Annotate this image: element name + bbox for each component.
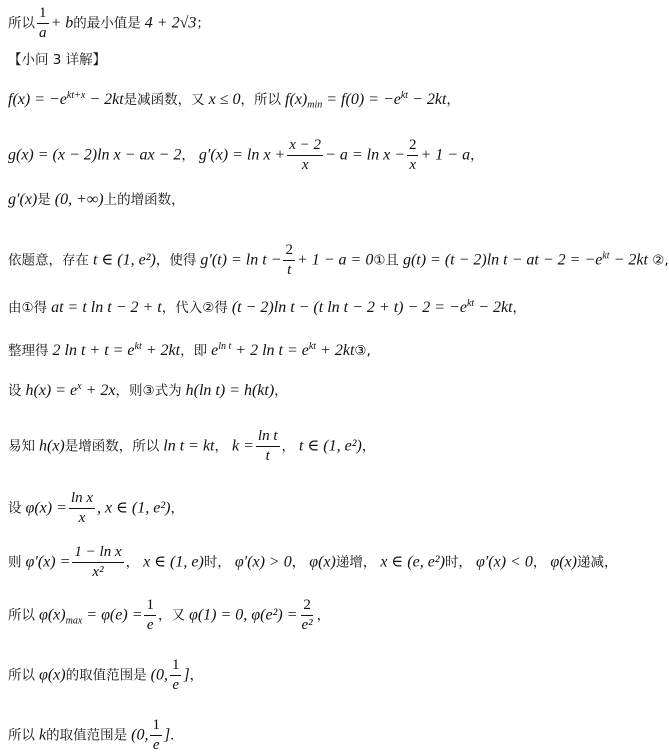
math-segment: φ′(x) > 0 [230,553,292,571]
text-segment: 递减， [576,554,618,571]
math-segment: k [35,726,47,744]
math-segment: − 2kt [474,298,513,316]
text-segment: ， [181,147,195,164]
text-segment: 所以 [8,667,35,684]
subscript: min [307,99,323,111]
fraction [144,598,156,633]
text-segment: ， [125,554,140,571]
math-segment: at = t ln t − 2 + t [47,298,162,316]
fraction-denominator: x [301,157,309,173]
text-segment: 所以 [8,727,35,744]
math-segment: φ(x) [35,666,66,684]
fraction-denominator: e [152,737,160,753]
superscript: kt+x [66,90,86,101]
math-segment: (0, [127,726,149,744]
fraction-numerator: ln t [256,429,280,447]
superscript: kt [400,90,409,101]
math-segment: + 2x [81,381,116,399]
math-segment: − 2kt [609,251,648,269]
fraction-numerator: 1 [170,658,182,676]
fraction-numerator: 2 [407,138,419,156]
fraction-denominator: e [146,617,154,633]
solution-line-2 [8,50,632,70]
solution-line-5 [8,190,632,210]
text-segment: ， [316,607,331,624]
solution-line-15 [8,718,632,753]
text-segment: ， [189,667,204,684]
solution-line-6 [8,242,669,278]
math-segment: − 2kt [85,90,124,108]
math-segment: f(x) = −e [8,90,67,108]
text-segment: 依题意，存在 [8,252,89,269]
text-segment: 则 [8,554,22,571]
math-segment: (0, +∞) [50,191,104,208]
fraction-numerator: 2 [301,598,313,616]
fraction [283,243,295,278]
math-segment: − a = ln x − [325,146,405,164]
math-segment: + 2kt [316,341,355,359]
text-segment: 易知 [8,438,35,455]
superscript: kt [134,341,142,352]
subscript: max [65,615,83,627]
fraction-numerator: 2 [283,243,295,261]
superscript: x [77,381,82,392]
math-segment: k = [228,437,254,455]
solution-line-14 [8,658,632,693]
math-segment: e [207,341,219,359]
fraction [69,491,95,526]
superscript: kt [308,341,317,352]
solution-line-7 [8,294,632,318]
fraction-denominator: e² [301,617,313,633]
text-segment: ， [291,554,306,571]
math-segment: h(x) = e [21,381,78,399]
text-segment: 设 [8,382,22,399]
text-segment: ， [512,299,527,316]
fraction-denominator: e [172,677,180,693]
solution-line-10 [8,429,632,464]
text-segment: 【小问 3 详解】 [8,52,107,68]
math-segment: φ(x) [305,553,336,571]
math-segment: + 1 − a [420,146,471,164]
text-segment: 的取值范围是 [65,667,147,684]
math-segment: g(x) = (x − 2)ln x − ax − 2 [8,146,182,164]
fraction-numerator: 1 [144,598,156,616]
solution-line-13 [8,598,632,633]
fraction-numerator: 1 [37,6,49,24]
solution-line-9 [8,377,632,401]
math-segment: φ(x) [35,606,66,624]
solution-line-12 [8,545,632,580]
math-segment: h(ln t) = h(kt) [181,381,275,399]
text-segment: ， [214,438,228,455]
math-segment: = f(0) = −e [322,90,401,108]
fraction [72,545,123,580]
text-segment: ， [274,382,288,399]
text-segment: ， [281,438,295,455]
superscript: ln t [218,341,232,352]
text-segment: ，又 [157,607,185,624]
text-segment: 时， [203,554,231,571]
text-segment: ， [446,91,460,108]
fraction-denominator: x [78,510,86,526]
fraction [407,138,419,173]
text-segment: ， [361,438,376,455]
text-segment: 整理得 [8,342,49,359]
math-segment: φ(1) = 0, φ(e²) = [184,606,298,624]
text-segment: ． [170,727,184,744]
text-segment: 设 [8,500,22,517]
text-segment: ； [196,15,210,32]
fraction-denominator: t [287,262,292,278]
math-segment: + 1 − a = 0 [296,251,374,269]
text-segment: ，代入②得 [161,299,228,316]
math-segment: φ′(x) = [21,553,71,571]
math-segment: x ∈ (e, e²) [376,553,445,571]
text-segment: ③, [354,342,371,359]
fraction [300,598,315,633]
fraction [287,138,323,173]
text-segment: ，使得 [155,252,197,269]
math-segment: + 2 ln t = e [231,341,309,359]
text-segment: 的最小值是 [73,15,141,32]
math-segment: φ′(x) < 0 [471,553,533,571]
text-segment: ， [532,554,547,571]
text-segment: ，即 [180,342,208,359]
text-segment: 是减函数，又 [123,91,205,108]
math-segment: x ∈ (1, e) [139,553,204,571]
text-segment: 上的增函数， [103,192,185,208]
fraction [256,429,280,464]
fraction [150,718,162,753]
math-segment: − 2kt [408,90,447,108]
math-segment: + b [50,14,74,32]
fraction-numerator: x − 2 [287,138,323,156]
text-segment: ， [470,147,484,164]
math-segment: t ∈ (1, e²) [295,437,362,455]
fraction-denominator: a [39,25,47,41]
fraction-numerator: ln x [69,491,95,509]
fraction-denominator: t [265,448,270,464]
text-segment: ，所以 [240,91,282,108]
text-segment: 的取值范围是 [46,727,128,744]
math-segment: f(x) [281,90,308,108]
math-segment: (t − 2)ln t − (t ln t − 2 + t) − 2 = −e [227,298,467,316]
math-segment: g′(t) = ln t − [196,251,282,269]
math-segment: x ≤ 0 [204,90,241,108]
math-segment: = φ(e) = [82,606,143,624]
math-segment: ln t = kt [159,437,215,455]
text-segment: 时， [444,554,472,571]
math-segment: + 2kt [141,341,181,359]
fraction [170,658,182,693]
math-segment: ] [163,726,171,744]
math-segment: g(t) = (t − 2)ln t − at − 2 = −e [398,251,603,269]
math-segment: φ(x) = [21,499,67,517]
solution-line-8 [8,337,632,361]
fraction-numerator: 1 − ln x [72,545,123,563]
text-segment: 递增， [335,554,377,571]
solution-line-11 [8,491,632,526]
fraction-numerator: 1 [150,718,162,736]
text-segment: 是增函数，所以 [64,438,160,455]
text-segment: 所以 [8,15,35,32]
math-segment: g′(x) [8,191,38,208]
text-segment: ①且 [373,252,399,269]
text-segment: ， [170,500,184,517]
superscript: kt [466,298,475,309]
math-segment: g′(x) = ln x + [194,146,286,164]
fraction-denominator: x² [92,564,104,580]
math-segment: ] [183,666,190,684]
math-segment: 4 + 2√3 [140,14,197,32]
math-segment: h(x) [35,437,65,455]
math-segment: t ∈ (1, e²) [89,251,156,269]
solution-line-4 [8,138,632,173]
fraction-denominator: x [409,157,417,173]
text-segment: 是 [37,192,51,208]
math-segment: 2 ln t + t = e [48,341,135,359]
math-segment: , x ∈ (1, e²) [96,499,171,517]
text-segment: ②, [647,252,669,269]
text-segment: ，则③式为 [115,382,182,399]
superscript: kt [602,250,610,262]
solution-line-3 [8,86,632,116]
text-segment: 所以 [8,607,35,624]
fraction [37,6,49,41]
math-segment: φ(x) [546,553,577,571]
text-segment: 由①得 [8,299,48,316]
math-segment: (0, [146,666,168,684]
solution-line-1 [8,6,632,41]
